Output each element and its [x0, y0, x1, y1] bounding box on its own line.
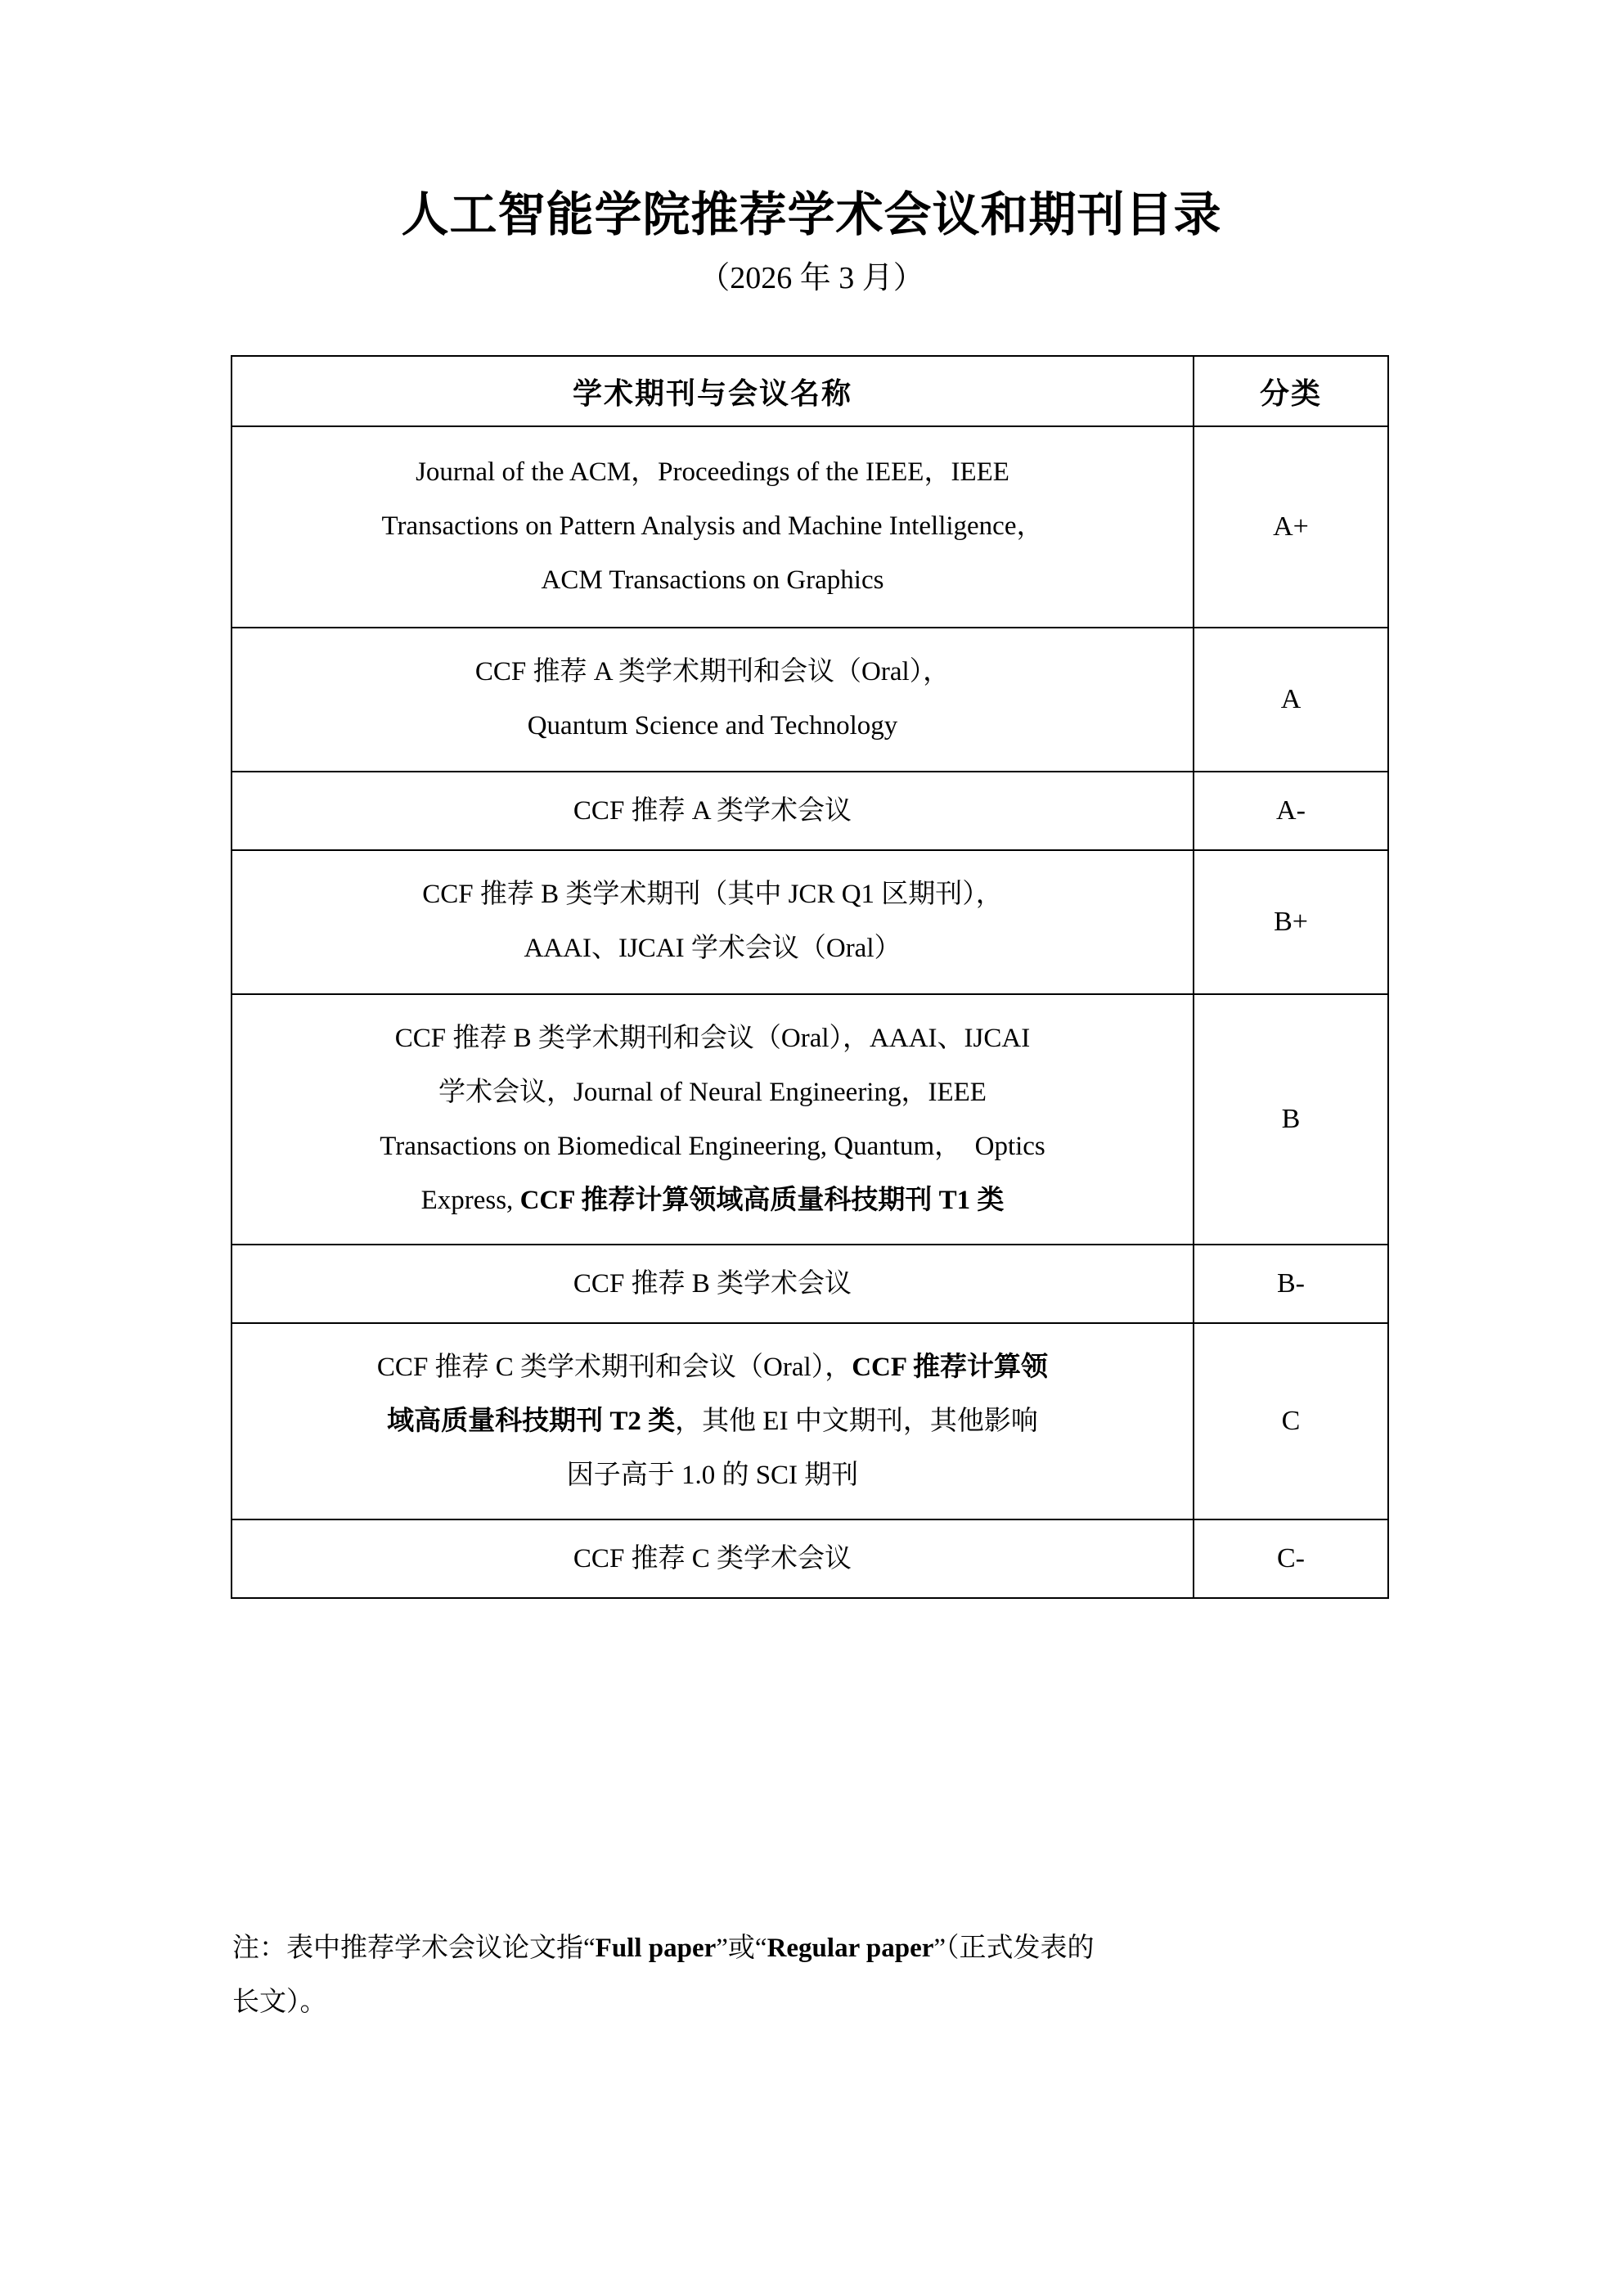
text-bold: 域高质量科技期刊 T2 类 — [387, 1407, 676, 1436]
cell-category: B- — [1194, 1245, 1388, 1323]
text-line — [232, 1340, 1193, 1394]
cell-category: A — [1194, 628, 1388, 772]
table-row — [232, 1519, 1388, 1598]
title-block — [0, 187, 1623, 298]
table-row — [232, 628, 1388, 772]
text-line — [232, 1394, 1193, 1448]
footnote-line-2: 长文）。 — [232, 1988, 327, 2017]
text-line: AAAI、IJCAI 学术会议（Oral） — [524, 934, 901, 963]
text-plain: ，其他 EI 中文期刊，其他影响 — [675, 1407, 1038, 1436]
table-row — [232, 1245, 1388, 1323]
text-plain: ”或“ — [716, 1934, 767, 1963]
page-title: 人工智能学院推荐学术会议和期刊目录 — [401, 187, 1222, 242]
cell-journal-names — [232, 628, 1194, 772]
text-line: Quantum Science and Technology — [527, 711, 898, 741]
cell-category: C- — [1194, 1519, 1388, 1598]
cell-journal-names — [232, 994, 1194, 1245]
page-subtitle: （2026 年 3 月） — [699, 261, 924, 296]
cell-journal-names — [232, 1323, 1194, 1519]
column-header-name: 学术期刊与会议名称 — [232, 356, 1194, 426]
footnote — [232, 1921, 1394, 2029]
cell-category: B — [1194, 994, 1388, 1245]
table-header-row — [232, 356, 1388, 426]
table-row — [232, 850, 1388, 994]
text-line: Transactions on Pattern Analysis and Machine Intelligence， — [381, 511, 1044, 541]
cell-journal-names — [232, 1519, 1194, 1598]
text-line: CCF 推荐 A 类学术期刊和会议（Oral）， — [474, 657, 951, 687]
cell-journal-names — [232, 850, 1194, 994]
text-line: CCF 推荐 B 类学术期刊和会议（Oral），AAAI、IJCAI — [394, 1024, 1031, 1053]
text-plain: CCF 推荐 C 类学术期刊和会议（Oral）， — [376, 1353, 852, 1382]
text-line: CCF 推荐 B 类学术会议 — [573, 1269, 852, 1299]
footnote-line-1 — [232, 1921, 1394, 1975]
text-bold: Regular paper — [767, 1934, 934, 1963]
catalog-table — [231, 355, 1389, 1599]
cell-category: B+ — [1194, 850, 1388, 994]
text-bold: CCF 推荐计算领域高质量科技期刊 T1 类 — [519, 1186, 1005, 1215]
text-bold: CCF 推荐计算领 — [852, 1353, 1049, 1382]
text-plain: ”（正式发表的 — [933, 1934, 1095, 1963]
text-bold: Full paper — [595, 1934, 717, 1963]
table-row — [232, 1323, 1388, 1519]
table-row — [232, 772, 1388, 850]
text-line: 学术会议，Journal of Neural Engineering，IEEE — [438, 1078, 987, 1107]
catalog-table-wrapper — [231, 355, 1387, 1599]
text-plain: Express, — [420, 1186, 520, 1215]
cell-journal-names — [232, 772, 1194, 850]
cell-journal-names — [232, 1245, 1194, 1323]
text-line: ACM Transactions on Graphics — [541, 565, 884, 595]
text-line: 因子高于 1.0 的 SCI 期刊 — [566, 1461, 859, 1490]
column-header-category: 分类 — [1194, 356, 1388, 426]
cell-category: A- — [1194, 772, 1388, 850]
text-plain: 注：表中推荐学术会议论文指“ — [232, 1934, 596, 1963]
text-line: CCF 推荐 A 类学术会议 — [573, 796, 852, 826]
text-line: CCF 推荐 C 类学术会议 — [573, 1544, 852, 1573]
cell-journal-names — [232, 426, 1194, 628]
cell-category: C — [1194, 1323, 1388, 1519]
table-row — [232, 994, 1388, 1245]
cell-category: A+ — [1194, 426, 1388, 628]
text-line — [232, 1173, 1193, 1227]
text-line: CCF 推荐 B 类学术期刊（其中 JCR Q1 区期刊）， — [422, 880, 1003, 909]
text-line: Transactions on Biomedical Engineering, Quantum， Optics — [380, 1132, 1045, 1161]
table-row — [232, 426, 1388, 628]
text-line: Journal of the ACM，Proceedings of the IEEE，IEEE — [416, 457, 1009, 487]
